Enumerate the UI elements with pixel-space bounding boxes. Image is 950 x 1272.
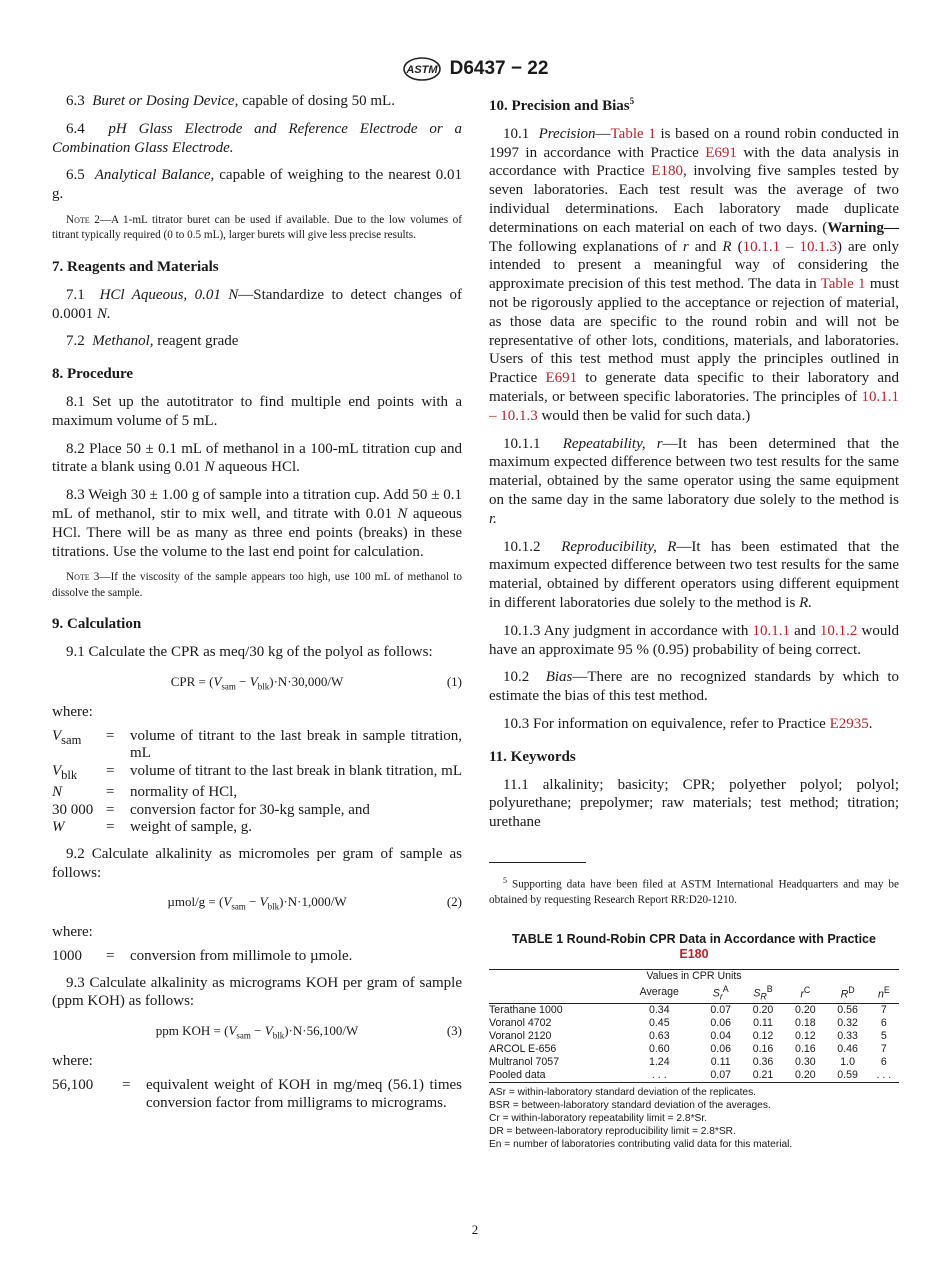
section-10-1-2-link[interactable]: 10.1.2 [819,622,858,639]
variable-definitions [52,728,462,837]
section-10-1-1: 10.1.1 Repeatability, r—It has been determined that the maximum expected difference between two test results for the same material, obtained by the same operator using the same equipment on the same day in the same laboratory due solely to the method is r. [489,435,899,527]
e2935-link[interactable]: E2935 [829,715,869,732]
section-7-1: 7.1 HCl Aqueous, 0.01 N—Standardize to detect changes of 0.0001 N. [52,286,463,322]
table-footnote: DR = between-laboratory reproducibility limit = 2.8*SR. [489,1126,736,1138]
table-footnote: Cr = within-laboratory repeatability limit = 2.8*Sr. [489,1113,707,1125]
conversion-definition: 1000 = conversion from millimole to µmole. [52,948,353,965]
section-7-heading: 7. Reagents and Materials [52,258,219,275]
definition-row: 30 000 = conversion factor for 30-kg sample, and [52,801,370,818]
equation-2: $\mu mol/g = (V_{sam} - V_{blk})\cdot N\cdot 1,000/W$ (2) [167,894,462,912]
table-footnotes [489,1086,899,1151]
col-header-average: Average [619,983,700,1004]
page-number: 2 [471,1222,479,1237]
section-9-1: 9.1 Calculate the CPR as meq/30 kg of the polyol as follows: [66,644,433,661]
document-id: D6437 − 22 [449,58,549,79]
section-8-2: 8.2 Place 50 ± 0.1 mL of methanol in a 100-mL titration cup and titrate a blank using 0.01 N aqueous HCl. [52,440,462,476]
svg-text:ASTM: ASTM [406,64,438,76]
section-10-heading: 10. Precision and Bias$^5$ [489,96,635,114]
section-8-1: 8.1 Set up the autotitrator to find multiple end points with a maximum volume of 5 mL. [52,393,462,429]
where-label-3: where: [52,1053,93,1070]
section-10-1-1-link[interactable]: 10.1.1 [752,622,791,639]
table-footnote: ASr = within-laboratory standard deviation of the replicates. [489,1087,756,1099]
where-label-2: where: [52,924,93,941]
col-header-n: $n^E$ [869,983,899,1004]
footnote-5: $^5$ Supporting data have been filed at ASTM International Headquarters and may be obtained by requesting Research Report RR:D20-1210. [489,875,899,906]
section-6-5: 6.5 Analytical Balance, capable of weighing to the nearest 0.01 g. [52,167,463,203]
table-row: Multranol 7057 1.24 0.11 0.36 0.30 1.0 6 [489,1056,887,1069]
round-robin-table [489,969,899,1084]
table-row: Pooled data . . . 0.07 0.21 0.20 0.59 . . . [489,1069,899,1083]
footnote-divider [489,862,586,863]
section-9-3: 9.3 Calculate alkalinity as micrograms KOH per gram of sample (ppm KOH) as follows: [52,974,462,1010]
definition-row: $V_{blk}$ = volume of titrant to the last break in blank titration, mL [52,762,463,782]
section-6-4: 6.4 pH Glass Electrode and Reference Electrode or a Combination Glass Electrode. [52,120,463,156]
table-row: Voranol 4702 0.45 0.06 0.11 0.18 0.32 6 [489,1017,887,1030]
right-column [489,92,899,1151]
col-header-sR: $S_R^B$ [742,983,784,1004]
range-link[interactable]: 10.1.1 – 10.1.3 [742,238,838,255]
e691-link[interactable]: E691 [545,370,578,387]
section-11-heading: 11. Keywords [489,748,576,765]
equation-1: CPR = $(V_{sam} - V_{blk})\cdot N\cdot 30,000/W$ (1) [170,673,462,692]
e180-link[interactable]: E180 [651,163,683,180]
range-link[interactable]: 10.1.1 – 10.1.3 [489,388,899,424]
table-row: Voranol 2120 0.63 0.04 0.12 0.12 0.33 5 [489,1030,887,1043]
section-8-heading: 8. Procedure [52,366,134,383]
table-1-title: TABLE 1 Round-Robin CPR Data in Accordance with Practice E180 [512,931,876,961]
section-10-3: 10.3 For information on equivalence, refer to Practice E2935. [503,715,873,732]
section-11-1: 11.1 alkalinity; basicity; CPR; polyether polyol; polyol; polyurethane; prepolymer; raw materials; test method; titration; urethane [489,776,899,831]
col-header-R: $R^D$ [826,983,868,1004]
definition-row: $V_{sam}$ = volume of titrant to the last break in sample titration, mL [52,727,462,762]
section-7-2: 7.2 Methanol, reagent grade [66,333,239,350]
definition-row: N = normality of HCl, [52,784,238,801]
section-8-3: 8.3 Weigh 30 ± 1.00 g of sample into a titration cup. Add 50 ± 0.1 mL of methanol, stir to mix well, and titrate with 0.01 N aqueous HCl. There will be as many as three end points (breaks) in these titrations. Use the volume to the last end point for calculation. [52,487,463,560]
col-header-r: $r^C$ [784,983,826,1004]
equation-3: ppm KOH = $(V_{sam} - V_{blk})\cdot N\cdot 56,100/W$ (3) [155,1023,462,1041]
table-row: Terathane 1000 0.34 0.07 0.20 0.20 0.56 7 [489,1004,887,1017]
section-10-1-2: 10.1.2 Reproducibility, R—It has been estimated that the maximum expected difference between two test results for the same material, obtained by different operators using different equipment in different laboratories due solely to the method is R. [489,538,899,611]
section-9-heading: 9. Calculation [52,616,142,633]
section-6-3: 6.3 Buret or Dosing Device, capable of dosing 50 mL. [66,93,395,109]
table-header-row [489,983,899,1004]
where-label-1: where: [52,703,93,720]
left-column [52,92,462,1120]
definition-row: W = weight of sample, g. [52,819,253,836]
table-row: ARCOL E-656 0.60 0.06 0.16 0.16 0.46 7 [489,1043,887,1056]
e180-link[interactable]: E180 [679,946,709,961]
note-3: Note 3—If the viscosity of the sample appears too high, use 100 mL of methanol to dissolve the sample. [52,571,462,599]
koh-definition: 56,100 = equivalent weight of KOH in mg/meq (56.1) times conversion factor from milligrams to micrograms. [52,1077,462,1111]
table-footnote: BSR = between-laboratory standard deviation of the averages. [489,1100,771,1112]
section-10-1: 10.1 Precision—Table 1 is based on a round robin conducted in 1997 in accordance with Practice E691 with the data analysis in accordance with Practice E180, involving five samples tested by seven laboratories. Each test result was the average of two individual determinations. Each laboratory made duplicate determinations on each material on each of two days. (Warning—The following explanations of r and R (10.1.1 – 10.1.3) are only intended to present a meaningful way of considering the approximate precision of this test method. The data in Table 1 must not be rigorously applied to the acceptance or rejection of material, as those data are specific to the round robin and will not be representative of other lots, conditions, materials, and laboratories. Users of this test method must apply the principles outlined in Practice E691 to generate data specific to their laboratory and materials, or between specific laboratories. The principles of 10.1.1 – 10.1.3 would then be valid for such data.) [489,125,900,424]
section-10-2: 10.2 Bias—There are no recognized standards by which to estimate the bias of this test method. [489,669,899,705]
note-2: Note 2—A 1-mL titrator buret can be used if available. Due to the low volumes of titrant typically required (0 to 0.5 mL), larger burets will give less precise results. [52,213,462,242]
table-1-link[interactable]: Table 1 [820,276,866,293]
section-10-1-3: 10.1.3 Any judgment in accordance with 10.1.1 and 10.1.2 would have an approximate 95 % (0.95) probability of being correct. [489,622,899,658]
table-units-row: Values in CPR Units [489,969,899,983]
page-header [0,56,950,82]
table-1-link[interactable]: Table 1 [610,125,656,142]
section-9-2: 9.2 Calculate alkalinity as micromoles per gram of sample as follows: [52,845,462,881]
astm-logo-icon [402,56,442,82]
table-footnote: En = number of laboratories contributing valid data for this material. [489,1139,793,1151]
e691-link[interactable]: E691 [705,144,737,161]
col-header-sr: $S_r^A$ [700,983,742,1004]
